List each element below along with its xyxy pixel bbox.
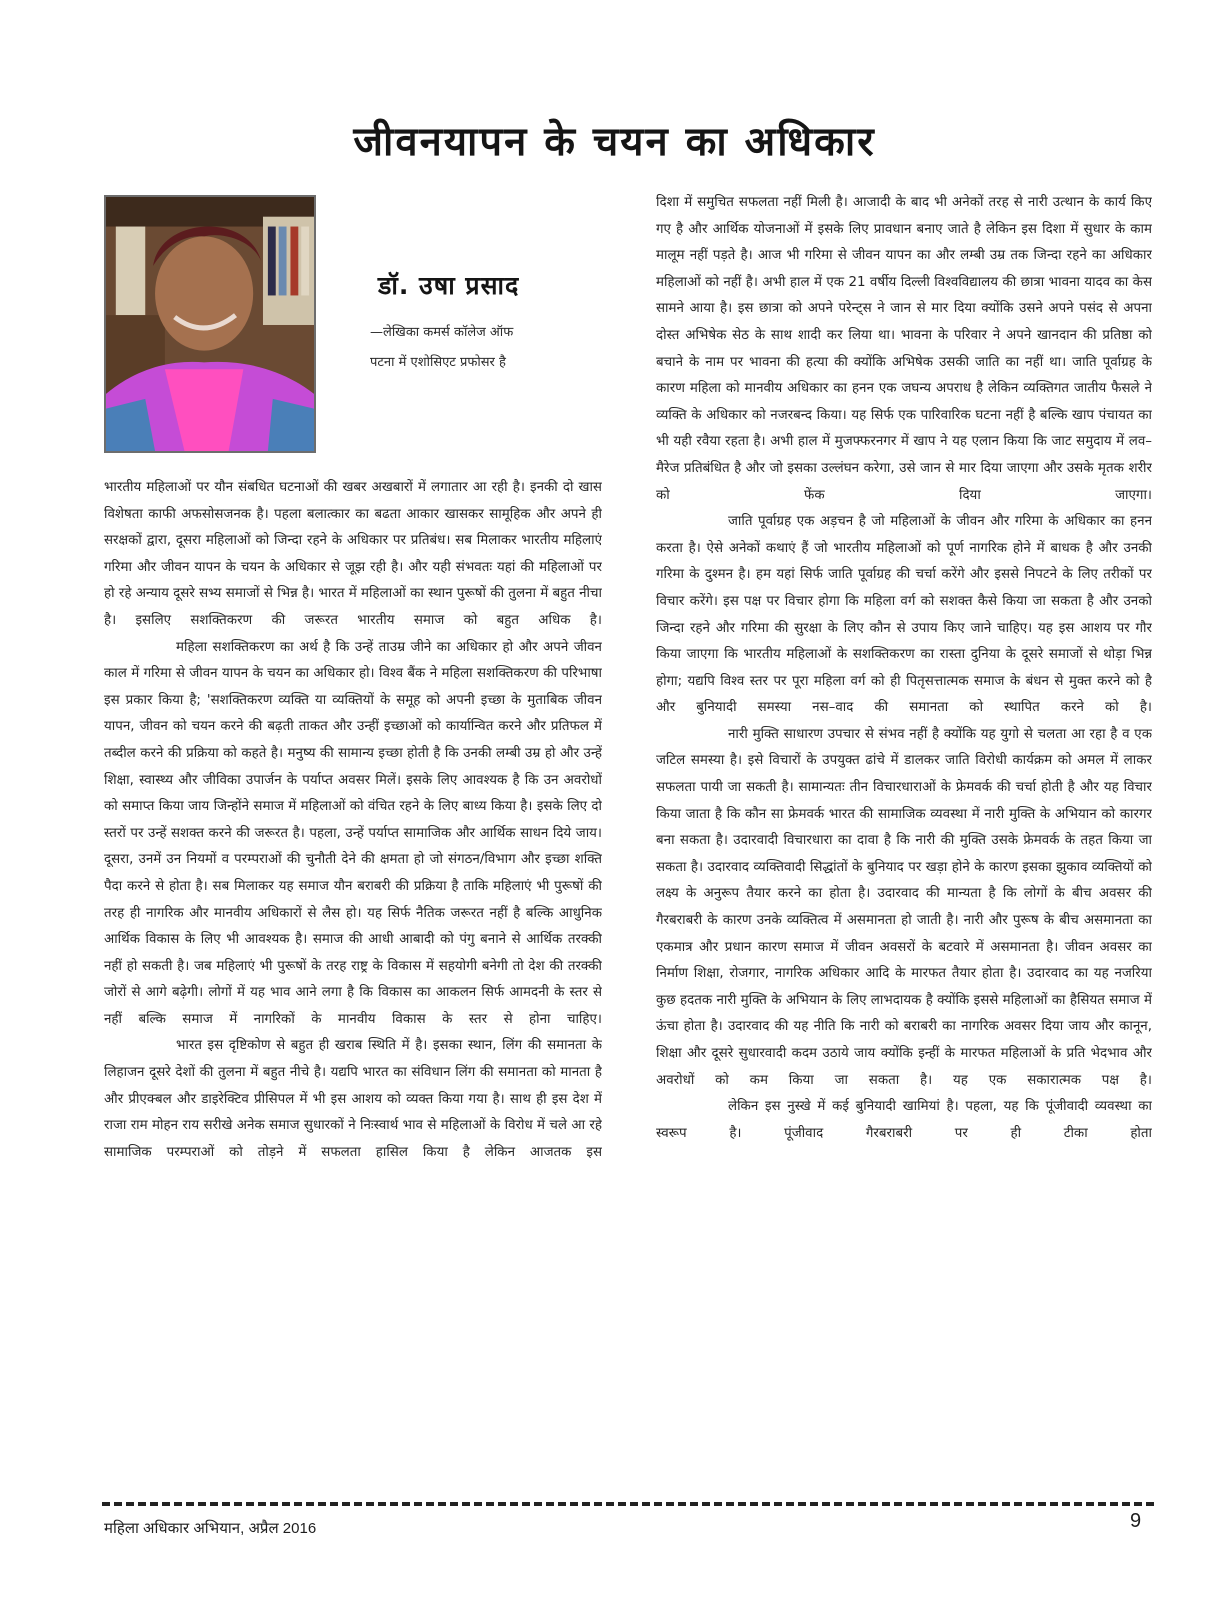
author-description-line: —लेखिका कमर्स कॉलेज ऑफ (370, 325, 514, 340)
author-description (370, 318, 600, 378)
right-column (656, 190, 1152, 1490)
page-number: 9 (1130, 1510, 1142, 1532)
paragraph: भारतीय महिलाओं पर यौन संबधित घटनाओं की खबर अखबारों में लगातार आ रही है। इनकी दो खास विशेषता काफी अफसोसजनक है। पहला बलात्कार का बढता आकार खासकर सामूहिक और अपने ही सरक्षकों द्वारा, दूसरा महिलाओं को जिन्दा रहने के अधिकार पर प्रतिबंध। सब मिलाकर भारतीय महिलाएं गरिमा और जीवन यापन के चयन के अधिकार से जूझ रही है। और यही संभवतः यहां की महिलाओं पर हो रहे अन्याय दूसरे सभ्य समाजों से भिन्न है। भारत में महिलाओं का स्थान पुरूषों की तुलना में बहुत नीचा है। इसलिए सशक्तिकरण की जरूरत भारतीय समाज को बहुत अधिक है। (104, 480, 602, 628)
paragraph: लेकिन इस नुस्खे में कई बुनियादी खामियां है। पहला, यह कि पूंजीवादी व्यवस्था का स्वरूप है। पूंजीवाद गैरबराबरी पर ही टीका होता (656, 1099, 1152, 1141)
left-column (104, 475, 602, 1490)
author-name: डॉ. उषा प्रसाद (378, 271, 520, 300)
author-description-line: पटना में एशोसिएट प्रफोसर है (370, 355, 506, 370)
paragraph: जाति पूर्वाग्रह एक अड़चन है जो महिलाओं के जीवन और गरिमा के अधिकार का हनन करता है। ऐसे अनेकों कथाएं हैं जो भारतीय महिलाओं को पूर्ण नागरिक होने में बाधक है और उनकी गरिमा के दुश्मन है। हम यहां सिर्फ जाति पूर्वाग्रह की चर्चा करेंगे और इससे निपटने के लिए तरीकों पर विचार करेंगे। इस पक्ष पर विचार होगा कि महिला वर्ग को सशक्त कैसे किया जा सकता है और उनको जिन्दा रहने और गरिमा की सुरक्षा के लिए कौन से उपाय किए जाने चाहिए। यह इस आशय पर गौर किया जाएगा कि भारतीय महिलाओं के सशक्तिकरण का रास्ता दुनिया के दूसरे समाजों से थोड़ा भिन्न होगा; यद्यपि विश्व स्तर पर पूरा महिला वर्ग को ही पितृसत्तात्मक समाज के बंधन से मुक्त करने को है और बुनियादी समस्या नस–वाद की समानता को स्थापित करने को है। (656, 514, 1152, 716)
author-photo (104, 195, 316, 453)
paragraph: नारी मुक्ति साधारण उपचार से संभव नहीं है क्योंकि यह युगो से चलता आ रहा है व एक जटिल समस्या है। इसे विचारों के उपयुक्त ढांचे में डालकर जाति विरोधी कार्यक्रम को अमल में लाकर सफलता पायी जा सकती है। सामान्यतः तीन विचारधाराओं के फ्रेमवर्क की चर्चा होती है और यह विचार किया जाता है कि कौन सा फ्रेमवर्क भारत की सामाजिक व्यवस्था में नारी मुक्ति के अभियान को कारगर बना सकता है। उदारवादी विचारधारा का दावा है कि नारी की मुक्ति उसके फ्रेमवर्क के तहत किया जा सकता है। उदारवाद व्यक्तिवादी सिद्धांतों के बुनियाद पर खड़ा होने के कारण इसका झुकाव व्यक्तियों को लक्ष्य के अनुरूप तैयार करने का होता है। उदारवाद की मान्यता है कि लोगों के बीच अवसर की गैरबराबरी के कारण उनके व्यक्तित्व में असमानता हो जाती है। नारी और पुरूष के बीच असमानता का एकमात्र और प्रधान कारण समाज में जीवन अवसरों के बटवारे में असमानता है। जीवन अवसर का निर्माण शिक्षा, रोजगार, नागरिक अधिकार आदि के मारफत तैयार होता है। उदारवाद का यह नजरिया कुछ हदतक नारी मुक्ति के अभियान के लिए लाभदायक है क्योंकि इससे महिलाओं का हैसियत समाज में ऊंचा होता है। उदारवाद की यह नीति कि नारी को बराबरी का नागरिक अवसर दिया जाय और कानून, शिक्षा और दूसरे सुधारवादी कदम उठाये जाय क्योंकि इन्हीं के मारफत महिलाओं के प्रति भेदभाव और अवरोधों को कम किया जा सकता है। यह एक सकारात्मक पक्ष है। (656, 726, 1152, 1088)
footer-divider (102, 1502, 1154, 1506)
paragraph: दिशा में समुचित सफलता नहीं मिली है। आजादी के बाद भी अनेकों तरह से नारी उत्थान के कार्य किए गए है और आर्थिक योजनाओं में इसके लिए प्रावधान बनाए जाते है लेकिन इस दिशा में सुधार के काम मालूम नहीं पड़ते है। आज भी गरिमा से जीवन यापन का और लम्बी उम्र तक जिन्दा रहने का अधिकार महिलाओं को नहीं है। अभी हाल में एक 21 वर्षीय दिल्ली विश्वविद्यालय की छात्रा भावना यादव का केस सामने आया है। इस छात्रा को अपने परेन्ट्स ने जान से मार दिया क्योंकि उसने अपने पसंद से अपना दोस्त अभिषेक सेठ के साथ शादी कर लिया था। भावना के परिवार ने अपने खानदान की प्रतिष्ठा को बचाने के नाम पर भावना की हत्या की क्योंकि अभिषेक उसकी जाति का नहीं था। जाति पूर्वाग्रह के कारण महिला को मानवीय अधिकार का हनन एक जघन्य अपराध है लेकिन व्यक्तिगत जातीय फैसले ने व्यक्ति के अधिकार को नजरबन्द किया। यह सिर्फ एक पारिवारिक घटना नहीं है बल्कि खाप पंचायत का भी यही रवैया रहता है। अभी हाल में मुजफ्फरनगर में खाप ने यह एलान किया कि जाट समुदाय में लव–मैरेज प्रतिबंधित है और जो इसका उल्लंघन करेगा, उसे जान से मार दिया जाएगा और उसके मृतक शरीर को फेंक दिया जाएगा। (656, 195, 1152, 503)
paragraph: महिला सशक्तिकरण का अर्थ है कि उन्हें ताउम्र जीने का अधिकार हो और अपने जीवन काल में गरिमा से जीवन यापन के चयन का अधिकार हो। विश्व बैंक ने महिला सशक्तिकरण की परिभाषा इस प्रकार किया है; 'सशक्तिकरण व्यक्ति या व्यक्तियों के समूह को अपनी इच्छा के मुताबिक जीवन यापन, जीवन को चयन करने की बढ़ती ताकत और उन्हीं इच्छाओं को कार्यान्वित करने और प्रतिफल में तब्दील करने की प्रक्रिया को कहते है। मनुष्य की सामान्य इच्छा होती है कि उनकी लम्बी उम्र हो और उन्हें शिक्षा, स्वास्थ्य और जीविका उपार्जन के पर्याप्त अवसर मिलें। इसके लिए आवश्यक है कि उन अवरोधों को समाप्त किया जाय जिन्होंने समाज में महिलाओं को वंचित रहने के लिए बाध्य किया है। इसके लिए दो स्तरों पर उन्हें सशक्त करने की जरूरत है। पहला, उन्हें पर्याप्त सामाजिक और आर्थिक साधन दिये जाय। दूसरा, उनमें उन नियमों व परम्पराओं की चुनौती देने की क्षमता हो जो संगठन/विभाग और इच्छा शक्ति पैदा करने से होता है। सब मिलाकर यह समाज यौन बराबरी की प्रक्रिया है ताकि महिलाएं भी पुरूषों की तरह ही नागरिक और मानवीय अधिकारों से लैस हो। यह सिर्फ नैतिक जरूरत नहीं है बल्कि आधुनिक आर्थिक विकास के लिए भी आवश्यक है। समाज की आधी आबादी को पंगु बनाने से आर्थिक तरक्की नहीं हो सकती है। जब महिलाएं भी पुरूषों के तरह राष्ट्र के विकास में सहयोगी बनेगी तो देश की तरक्की जोरों से आगे बढ़ेगी। लोगों में यह भाव आने लगा है कि विकास का आकलन सिर्फ आमदनी के स्तर से नहीं बल्कि समाज में नागरिकों के मानवीय विकास के स्तर से होना चाहिए। (104, 639, 602, 1027)
footer-magazine-name: महिला अधिकार अभियान, अप्रैल 2016 (104, 1520, 317, 1537)
article-title: जीवनयापन के चयन का अधिकार (353, 119, 876, 165)
paragraph: भारत इस दृष्टिकोण से बहुत ही खराब स्थिति में है। इसका स्थान, लिंग की समानता के लिहाजन दूसरे देशों की तुलना में बहुत नीचे है। यद्यपि भारत का संविधान लिंग की समानता को मानता है और प्रीएक्बल और डाइरेक्टिव प्रीसिपल में भी इस आशय को व्यक्त किया गया है। साथ ही इस देश में राजा राम मोहन राय सरीखे अनेक समाज सुधारकों ने निःस्वार्थ भाव से महिलाओं के विरोध में चले आ रहे सामाजिक परम्पराओं को तोड़ने में सफलता हासिल किया है लेकिन आजतक इस (104, 1038, 602, 1160)
